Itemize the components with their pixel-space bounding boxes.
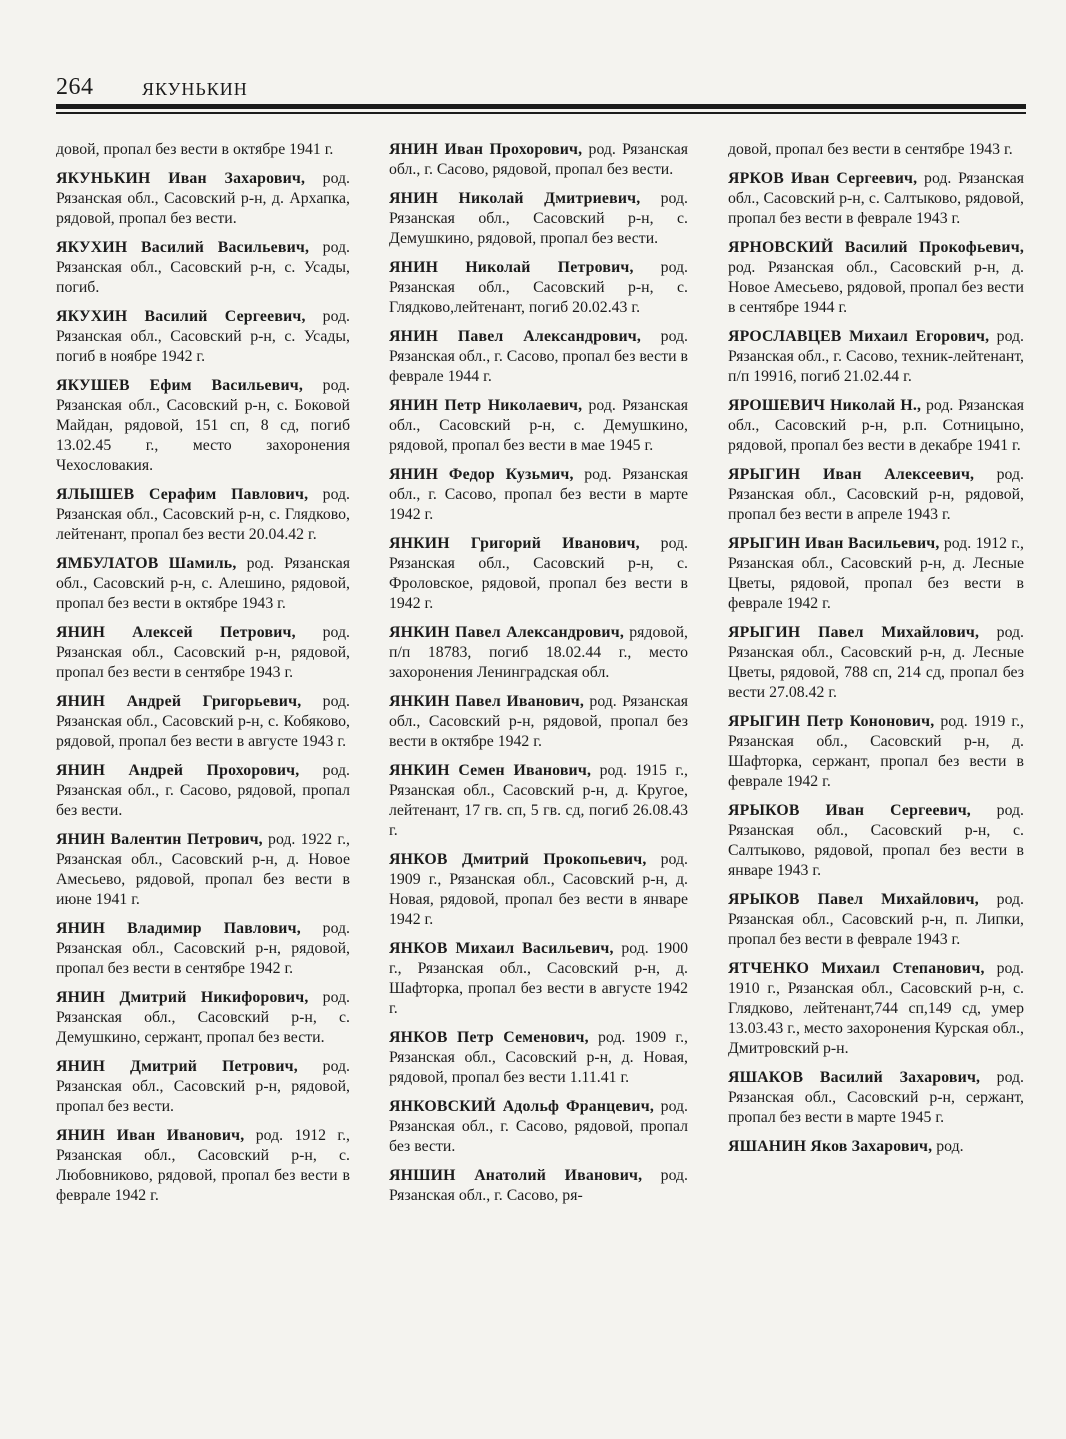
entry xyxy=(56,238,350,298)
page-header xyxy=(56,74,1026,104)
entry-headword: ЯНИН Андрей Григорьевич, xyxy=(56,693,302,710)
entry xyxy=(56,1057,350,1117)
entry-headword: ЯНКИН Павел Иванович, xyxy=(389,693,585,710)
entry-text: довой, пропал без вести в сентябре 1943 г. xyxy=(728,141,1013,158)
entry xyxy=(56,692,350,752)
entry-headword: ЯНИН Дмитрий Никифорович, xyxy=(56,989,309,1006)
entry-text: рядовой, п/п 18783, погиб 18.02.44 г., место захоронения Ленинградская обл. xyxy=(389,624,688,681)
entry xyxy=(389,1166,688,1206)
entry-text: род. Рязанская обл., Сасовский р-н, с. Глядково, лейтенант, пропал без вести 20.04.42 г. xyxy=(56,486,350,543)
entry xyxy=(728,534,1024,614)
page-number: 264 xyxy=(56,74,94,100)
entry xyxy=(728,712,1024,792)
entry-text: род. Рязанская обл., Сасовский р-н, рядовой, пропал без вести. xyxy=(56,1058,350,1115)
entry-headword: ЯНКОВСКИЙ Адольф Францевич, xyxy=(389,1098,654,1115)
entry-headword: ЯКУХИН Василий Васильевич, xyxy=(56,239,310,256)
text-column-3 xyxy=(728,140,1024,1370)
entry-text: род. Рязанская обл., Сасовский р-н, сержант, пропал без вести в марте 1945 г. xyxy=(728,1069,1024,1126)
entry-headword: ЯНКОВ Петр Семенович, xyxy=(389,1029,589,1046)
entry-text: род. 1912 г., Рязанская обл., Сасовский р-н, д. Лесные Цветы, рядовой, пропал без вести в феврале 1942 г. xyxy=(728,535,1024,612)
entry-text: род. Рязанская обл., г. Сасово, рядовой, пропал без вести. xyxy=(389,1098,688,1155)
entry-headword: ЯРЫКОВ Иван Сергеевич, xyxy=(728,802,971,819)
entry-text: род. Рязанская обл., Сасовский р-н, с. Демушкино, рядовой, пропал без вести в мае 1945 г. xyxy=(389,397,688,454)
entry xyxy=(56,830,350,910)
entry xyxy=(56,919,350,979)
entry-text: род. Рязанская обл., Сасовский р-н, с. Боковой Майдан, рядовой, 151 сп, 8 сд, погиб 13.02.45 г., место захоронения Чехословакия. xyxy=(56,377,350,474)
entry-headword: ЯКУШЕВ Ефим Васильевич, xyxy=(56,377,304,394)
entry-headword: ЯШАНИН Яков Захарович, xyxy=(728,1138,933,1155)
entry xyxy=(389,1097,688,1157)
entry-headword: ЯРЫГИН Павел Михайлович, xyxy=(728,624,980,641)
entry-text: род. Рязанская обл., Сасовский р-н, рядовой, пропал без вести в сентябре 1943 г. xyxy=(56,624,350,681)
entry-headword: ЯРКОВ Иван Сергеевич, xyxy=(728,170,918,187)
header-rule-thin xyxy=(56,112,1026,114)
entry-text: род. 1912 г., Рязанская обл., Сасовский р-н, с. Любовниково, рядовой, пропал без вести в феврале 1942 г. xyxy=(56,1127,350,1204)
entry-headword: ЯРЫКОВ Павел Михайлович, xyxy=(728,891,979,908)
entry-text: род. 1915 г., Рязанская обл., Сасовский р-н, д. Кругое, лейтенант, 17 гв. сп, 5 гв. сд, погиб 26.08.43 г. xyxy=(389,762,688,839)
entry-text: род. 1922 г., Рязанская обл., Сасовский р-н, д. Новое Амесьево, рядовой, пропал без вести в июне 1941 г. xyxy=(56,831,350,908)
entry-text: род. 1919 г., Рязанская обл., Сасовский р-н, д. Шафторка, сержант, пропал без вести в феврале 1942 г. xyxy=(728,713,1024,790)
entry-text: род. Рязанская обл., Сасовский р-н, с. Кобяково, рядовой, пропал без вести в августе 1943 г. xyxy=(56,693,350,750)
entry-text: род. xyxy=(932,1138,964,1155)
entry-text: род. Рязанская обл., Сасовский р-н, с. Глядково,лейтенант, погиб 20.02.43 г. xyxy=(389,259,688,316)
entry-text: род. Рязанская обл., г. Сасово, ря- xyxy=(389,1167,688,1204)
header-rule-thick xyxy=(56,104,1026,109)
entry-headword: ЯНИН Павел Александрович, xyxy=(389,328,642,345)
entry-headword: ЯРЫГИН Иван Алексеевич, xyxy=(728,466,975,483)
entry xyxy=(56,485,350,545)
entry xyxy=(389,140,688,180)
entry xyxy=(389,850,688,930)
entry-text: род. Рязанская обл., Сасовский р-н, с. Салтыково, рядовой, пропал без вести в январе 1943 г. xyxy=(728,802,1024,879)
entry-text: род. 1900 г., Рязанская обл., Сасовский р-н, д. Шафторка, пропал без вести в августе 1942 г. xyxy=(389,940,688,1017)
entry-headword: ЯМБУЛАТОВ Шамиль, xyxy=(56,555,237,572)
entry-headword: ЯНИН Дмитрий Петрович, xyxy=(56,1058,298,1075)
entry-text: род. Рязанская обл., Сасовский р-н, с. Фроловское, рядовой, пропал без вести в 1942 г. xyxy=(389,535,688,612)
entry-headword: ЯРОШЕВИЧ Николай Н., xyxy=(728,397,922,414)
entry-headword: ЯНИН Иван Прохорович, xyxy=(389,141,583,158)
entry-text: довой, пропал без вести в октябре 1941 г. xyxy=(56,141,334,158)
entry-headword: ЯКУХИН Василий Сергеевич, xyxy=(56,308,306,325)
entry xyxy=(389,623,688,683)
entry-text: род. Рязанская обл., Сасовский р-н, п. Липки, пропал без вести в феврале 1943 г. xyxy=(728,891,1024,948)
entry-headword: ЯТЧЕНКО Михаил Степанович, xyxy=(728,960,985,977)
text-column-1 xyxy=(56,140,350,1370)
text-column-2 xyxy=(389,140,688,1370)
entry-headword: ЯНКИН Павел Александрович, xyxy=(389,624,624,641)
entry xyxy=(56,169,350,229)
entry xyxy=(56,376,350,476)
entry xyxy=(56,1126,350,1206)
entry-headword: ЯНКОВ Михаил Васильевич, xyxy=(389,940,614,957)
entry xyxy=(56,988,350,1048)
entry-headword: ЯШАКОВ Василий Захарович, xyxy=(728,1069,981,1086)
entry xyxy=(728,169,1024,229)
entry-text: род. Рязанская обл., Сасовский р-н, с. Усады, погиб в ноябре 1942 г. xyxy=(56,308,350,365)
entry-headword: ЯНИН Федор Кузьмич, xyxy=(389,466,574,483)
entry xyxy=(728,238,1024,318)
entry xyxy=(56,623,350,683)
entry-text: род. Рязанская обл., г. Сасово, пропал без вести в феврале 1944 г. xyxy=(389,328,688,385)
entry xyxy=(389,939,688,1019)
entry-text: род. Рязанская обл., г. Сасово, техник-лейтенант, п/п 19916, погиб 21.02.44 г. xyxy=(728,328,1024,385)
entry-text: род. Рязанская обл., Сасовский р-н, с. Салтыково, рядовой, пропал без вести в феврале 1943 г. xyxy=(728,170,1024,227)
entry-headword: ЯНКИН Григорий Иванович, xyxy=(389,535,640,552)
entry xyxy=(56,140,350,160)
entry-headword: ЯНИН Иван Иванович, xyxy=(56,1127,245,1144)
entry-headword: ЯРЫГИН Петр Кононович, xyxy=(728,713,935,730)
running-head: ЯКУНЬКИН xyxy=(142,79,248,99)
entry-text: род. Рязанская обл., г. Сасово, рядовой, пропал без вести. xyxy=(389,141,688,178)
entry-text: род. Рязанская обл., Сасовский р-н, с. Алешино, рядовой, пропал без вести в октябре 1943 г. xyxy=(56,555,350,612)
entry-text: род. Рязанская обл., Сасовский р-н, д. Новое Амесьево, рядовой, пропал без вести в сентябре 1944 г. xyxy=(728,259,1024,316)
entry xyxy=(389,258,688,318)
entry-headword: ЯРЫГИН Иван Васильевич, xyxy=(728,535,940,552)
entry-headword: ЯНИН Николай Дмитриевич, xyxy=(389,190,641,207)
entry-text: род. Рязанская обл., Сасовский р-н, рядовой, пропал без вести в сентябре 1942 г. xyxy=(56,920,350,977)
entry-headword: ЯНШИН Анатолий Иванович, xyxy=(389,1167,643,1184)
entry xyxy=(389,534,688,614)
entry xyxy=(728,396,1024,456)
entry-headword: ЯНКИН Семен Иванович, xyxy=(389,762,592,779)
entry-text: род. Рязанская обл., Сасовский р-н, д. Лесные Цветы, рядовой, 788 сп, 214 сд, пропал без вести 27.08.42 г. xyxy=(728,624,1024,701)
entry-text: род. Рязанская обл., Сасовский р-н, рядовой, пропал без вести в апреле 1943 г. xyxy=(728,466,1024,523)
entry xyxy=(728,801,1024,881)
entry-text: род. 1909 г., Рязанская обл., Сасовский р-н, д. Новая, рядовой, пропал без вести 1.11.41 г. xyxy=(389,1029,688,1086)
entry-text: род. Рязанская обл., Сасовский р-н, рядовой, пропал без вести в октябре 1942 г. xyxy=(389,693,688,750)
entry xyxy=(728,140,1024,160)
entry-headword: ЯНИН Николай Петрович, xyxy=(389,259,634,276)
entry xyxy=(728,959,1024,1059)
entry xyxy=(728,327,1024,387)
entry xyxy=(56,307,350,367)
entry xyxy=(389,327,688,387)
entry-headword: ЯНИН Петр Николаевич, xyxy=(389,397,583,414)
entry-headword: ЯЛЫШЕВ Серафим Павлович, xyxy=(56,486,309,503)
entry xyxy=(56,554,350,614)
entry xyxy=(389,396,688,456)
entry xyxy=(728,465,1024,525)
entry xyxy=(728,623,1024,703)
entry-text: род. Рязанская обл., г. Сасово, пропал без вести в марте 1942 г. xyxy=(389,466,688,523)
entry-headword: ЯНИН Алексей Петрович, xyxy=(56,624,296,641)
entry-headword: ЯКУНЬКИН Иван Захарович, xyxy=(56,170,306,187)
entry-text: род. Рязанская обл., Сасовский р-н, р.п. Сотницыно, рядовой, пропал без вести в декабре 1941 г. xyxy=(728,397,1024,454)
entry-headword: ЯРНОВСКИЙ Василий Прокофьевич, xyxy=(728,239,1024,256)
entry-text: род. 1910 г., Рязанская обл., Сасовский р-н, с. Глядково, лейтенант,744 сп,149 сд, умер 13.03.43 г., место захоронения Курская обл., Дмитровский р-н. xyxy=(728,960,1024,1057)
entry-headword: ЯНИН Валентин Петрович, xyxy=(56,831,263,848)
entry xyxy=(389,692,688,752)
entry xyxy=(389,465,688,525)
entry xyxy=(389,189,688,249)
entry-text: род. Рязанская обл., Сасовский р-н, д. Архапка, рядовой, пропал без вести. xyxy=(56,170,350,227)
entry-headword: ЯНИН Владимир Павлович, xyxy=(56,920,301,937)
entry-headword: ЯНКОВ Дмитрий Прокопьевич, xyxy=(389,851,647,868)
entry xyxy=(728,1068,1024,1128)
entry xyxy=(389,761,688,841)
entry xyxy=(728,1137,1024,1157)
entry-headword: ЯНИН Андрей Прохорович, xyxy=(56,762,300,779)
entry-text: род. Рязанская обл., г. Сасово, рядовой, пропал без вести. xyxy=(56,762,350,819)
entry xyxy=(389,1028,688,1088)
entry xyxy=(728,890,1024,950)
entry-headword: ЯРОСЛАВЦЕВ Михаил Егорович, xyxy=(728,328,990,345)
entry xyxy=(56,761,350,821)
entry-text: род. Рязанская обл., Сасовский р-н, с. Усады, погиб. xyxy=(56,239,350,296)
entry-text: род. Рязанская обл., Сасовский р-н, с. Демушкино, сержант, пропал без вести. xyxy=(56,989,350,1046)
entry-text: род. Рязанская обл., Сасовский р-н, с. Демушкино, рядовой, пропал без вести. xyxy=(389,190,688,247)
entry-text: род. 1909 г., Рязанская обл., Сасовский р-н, д. Новая, рядовой, пропал без вести в январе 1942 г. xyxy=(389,851,688,928)
